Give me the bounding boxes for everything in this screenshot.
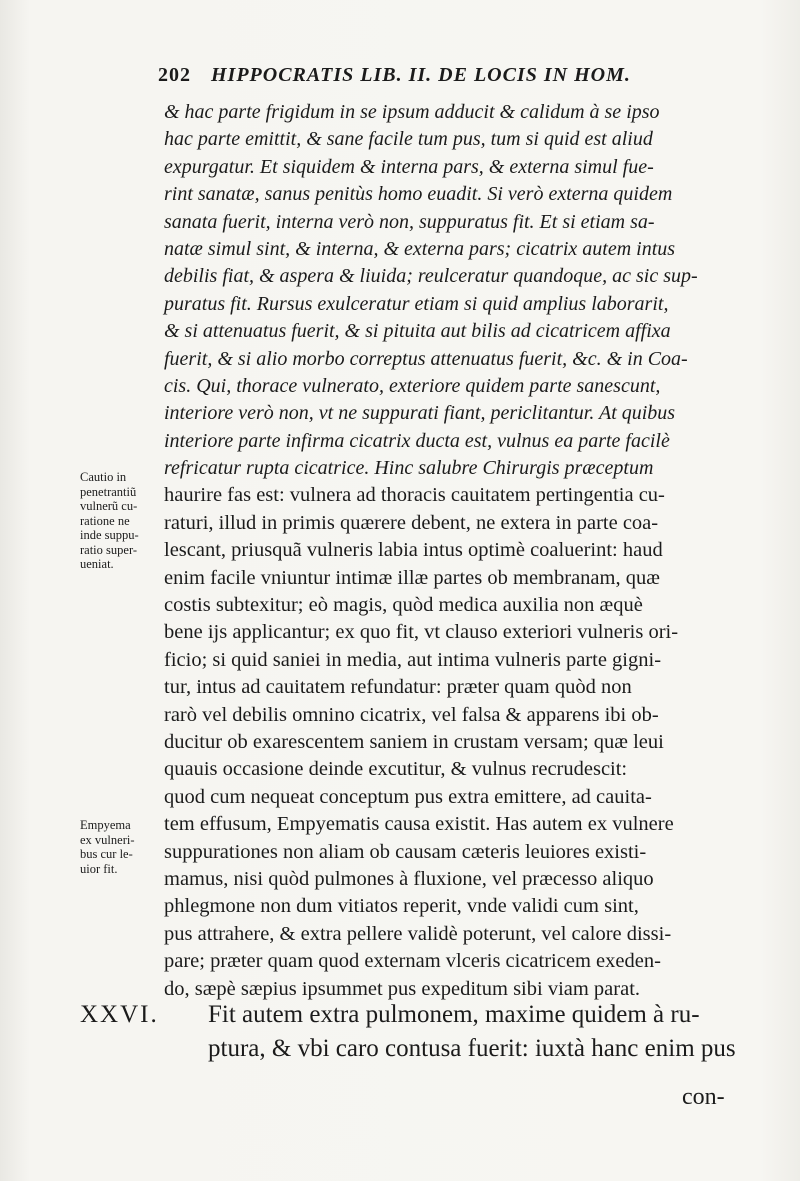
text-line: raturi, illud in primis quærere debent, ne extera in parte coa- (164, 511, 659, 534)
text-line: expurgatur. Et siquidem & interna pars, & externa simul fue- (164, 155, 654, 178)
text-line: costis subtexitur; eò magis, quòd medica auxilia non æquè (164, 594, 643, 617)
text-line: ducitur ob exarescentem saniem in crustam versam; quæ leui (164, 730, 664, 753)
text-line: & hac parte frigidum in se ipsum adducit & calidum à se ipso (164, 101, 660, 123)
margin-note-line: ex vulneri- (80, 832, 135, 847)
text-line: rarò vel debilis omnino cicatrix, vel falsa & apparens ibi ob- (164, 703, 659, 726)
text-line: lescant, priusquã vulneris labia intus optimè coaluerint: haud (164, 539, 663, 562)
text-line: rint sanatæ, sanus penitùs homo euadit. Si verò externa quidem (164, 183, 673, 206)
text-line: haurire fas est: vulnera ad thoracis cauitatem pertingentia cu- (164, 484, 665, 507)
margin-note-line: bus cur le- (80, 847, 133, 861)
text-line: bene ijs applicantur; ex quo fit, vt clauso exteriori vulneris ori- (164, 621, 679, 644)
main-text-block (164, 99, 764, 1003)
margin-note-line: Cautio in (80, 470, 127, 484)
text-line: interiore verò non, vt ne suppurati fiant, periclitantur. At quibus (164, 402, 676, 425)
section-text-line: Fit autem extra pulmonem, maxime quidem à ru- (208, 1001, 700, 1028)
text-line: phlegmone non dum vitiatos reperit, vnde validi cum sint, (164, 895, 639, 918)
running-header (158, 64, 758, 87)
text-line: debilis fiat, & aspera & liuida; reulceratur quandoque, ac sic sup- (164, 265, 698, 288)
text-line: ficio; si quid saniei in media, aut intima vulneris parte gigni- (164, 648, 662, 671)
catchword: con- (682, 1084, 725, 1110)
margin-note-line: ratio super- (80, 542, 138, 557)
text-line: quauis occasione deinde excutitur, & vulnus recrudescit: (164, 758, 628, 781)
text-line: interiore parte infirma cicatrix ducta est, vulnus ea parte facilè (164, 429, 670, 452)
text-line: pus attrahere, & extra pellere validè poterunt, vel calore dissi- (164, 922, 672, 945)
margin-note-line: inde suppu- (80, 528, 139, 542)
text-line: mamus, nisi quòd pulmones à fluxione, vel præcesso aliquo (164, 867, 654, 890)
margin-note-line: penetrantiũ (80, 484, 137, 499)
margin-note-line: ratione ne (80, 513, 130, 528)
section-xxvi (80, 998, 770, 1066)
text-line: do, sæpè sæpius ipsummet pus expeditum sibi viam parat. (164, 977, 641, 1000)
margin-note-empyema (80, 818, 165, 876)
text-line: tur, intus ad cauitatem refundatur: præter quam quòd non (164, 676, 632, 699)
margin-note-line: vulnerũ cu- (80, 499, 138, 513)
text-line: quod cum nequeat conceptum pus extra emittere, ad cauita- (164, 785, 652, 808)
text-line: pare; præter quam quod externam vlceris cicatricem exeden- (164, 950, 661, 973)
running-title: HIPPOCRATIS LIB. II. DE LOCIS IN HOM. (211, 64, 631, 86)
text-line: puratus fit. Rursus exulceratur etiam si quid amplius laborarit, (164, 292, 669, 315)
text-line: suppurationes non aliam ob causam cæteris leuiores existi- (164, 840, 647, 863)
section-text-line: ptura, & vbi caro contusa fuerit: iuxtà hanc enim pus (208, 1035, 736, 1062)
section-number: XXVI. (80, 1001, 159, 1028)
text-line: hac parte emittit, & sane facile tum pus, tum si quid est aliud (164, 128, 653, 151)
text-line: & si attenuatus fuerit, & si pituita aut bilis ad cicatricem affixa (164, 320, 671, 343)
section-first-line (80, 998, 770, 1032)
text-line: cis. Qui, thorace vulnerato, exteriore quidem parte sanescunt, (164, 374, 661, 397)
margin-note-cautio (80, 470, 165, 572)
text-line: tem effusum, Empyematis causa existit. Has autem ex vulnere (164, 813, 674, 836)
page-number: 202 (158, 64, 191, 86)
text-line: natæ simul sint, & interna, & externa pars; cicatrix autem intus (164, 237, 676, 260)
margin-note-line: Empyema (80, 818, 131, 832)
margin-note-line: ueniat. (80, 557, 114, 571)
text-line: sanata fuerit, interna verò non, suppuratus fit. Et si etiam sa- (164, 210, 655, 233)
text-line: fuerit, & si alio morbo correptus attenuatus fuerit, &c. & in Coa- (164, 347, 688, 370)
margin-note-line: uior fit. (80, 861, 118, 876)
text-line: enim facile vniuntur intimæ illæ partes ob membranam, quæ (164, 566, 660, 589)
text-line: refricatur rupta cicatrice. Hinc salubre Chirurgis præceptum (164, 457, 654, 480)
